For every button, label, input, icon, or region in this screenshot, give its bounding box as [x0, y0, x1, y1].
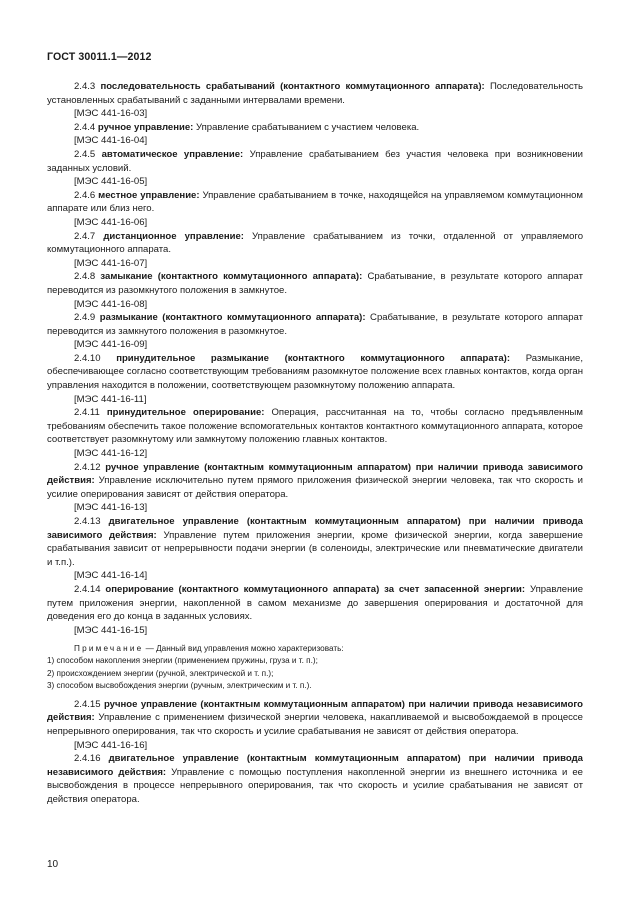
entry-2-4-4 [47, 121, 583, 148]
entry-term: двигательное управление (контактным коммутационным аппаратом) при наличии привода независимого действия: [47, 753, 583, 778]
note-item: 1) способом накопления энергии (применением пружины, груза и т. п.); [47, 656, 318, 666]
entry-number: 2.4.13 [74, 516, 101, 527]
entry-number: 2.4.5 [74, 148, 96, 160]
entry-definition: Управление срабатыванием в точке, находящейся на управляемом коммутационном аппарате или близ него. [47, 189, 583, 215]
entry-reference: [МЭС 441-16-14] [74, 570, 148, 582]
entry-number: 2.4.7 [74, 230, 96, 242]
page-number: 10 [47, 859, 59, 870]
entry-term: ручное управление (контактным коммутационным аппаратом) при наличии привода независимого действия: [47, 698, 584, 724]
entry-reference: [МЭС 441-16-16] [74, 739, 148, 751]
entry-number: 2.4.14 [74, 583, 101, 595]
entry-term: размыкание (контактного коммутационного аппарата): [99, 312, 366, 324]
entry-number: 2.4.15 [74, 698, 101, 710]
entry-2-4-13 [47, 515, 583, 583]
entry-definition: Управление путем приложения энергии, кроме физической энергии, когда завершение срабатывания зависит от непрерывности подачи энергии (в соленоиды, электрические или пневматические двигатели и т.п.). [47, 529, 583, 568]
note-intro: — Данный вид управления можно характеризовать: [145, 644, 344, 654]
entry-number: 2.4.11 [74, 407, 100, 419]
entry-reference: [МЭС 441-16-05] [74, 176, 148, 188]
entry-definition: Управление исключительно путем прямого приложения физической энергии человека, так что скорость и усилие оперирования зависят от действия оператора. [47, 475, 584, 500]
entry-2-4-12 [47, 461, 583, 515]
entry-term: принудительное размыкание (контактного коммутационного аппарата): [116, 352, 511, 364]
entry-term: оперирование (контактного коммутационного аппарата) за счет запасенной энергии: [105, 583, 526, 595]
entry-term: принудительное оперирование: [106, 407, 265, 419]
entry-2-4-8 [47, 270, 583, 311]
entry-2-4-10 [47, 352, 583, 406]
entry-definition: Последовательность установленных срабатываний с заданными интервалами времени. [47, 81, 584, 106]
entry-definition: Управление срабатыванием без участия человека при возникновении заданных условий. [47, 148, 583, 174]
entry-definition: Управление с применением физической энергии человека, накапливаемой и высвобождаемой в процессе непрерывного оперирования, так что скорость и усилие срабатывания не зависят от действия оператора. [47, 712, 583, 737]
entry-2-4-11 [47, 406, 583, 460]
entry-reference: [МЭС 441-16-07] [74, 257, 148, 269]
note-block [47, 643, 583, 691]
entry-reference: [МЭС 441-16-15] [74, 624, 148, 636]
entry-number: 2.4.10 [74, 352, 101, 364]
entry-definition: Срабатывание, в результате которого аппарат переводится из разомкнутого положения в замкнутое. [47, 271, 583, 296]
entry-definition: Срабатывание, в результате которого аппарат переводится из замкнутого положения в разомкнутое. [47, 312, 584, 337]
note-item: 3) способом высвобождения энергии (ручным, электрическим и т. п.). [47, 680, 312, 690]
entry-2-4-7 [47, 230, 583, 271]
entry-number: 2.4.16 [74, 753, 101, 765]
entry-definition: Управление срабатыванием из точки, отдаленной от управляемого коммутационного аппарата. [47, 230, 584, 256]
entry-reference: [МЭС 441-16-09] [74, 339, 148, 351]
document-body [47, 80, 583, 806]
note-title: Примечание [74, 644, 144, 654]
entry-number: 2.4.9 [74, 312, 96, 324]
entry-definition: Операция, рассчитанная на то, чтобы согласно предъявленным требованиям обеспечить такое положение вспомогательных контактов контактного коммутационного аппарата, которое соответствует разомкнутому или замкнутому положению главных контактов. [47, 407, 583, 446]
entry-term: ручное управление: [97, 121, 194, 133]
entry-2-4-3 [47, 80, 583, 121]
entry-number: 2.4.6 [74, 189, 96, 201]
entry-2-4-14 [47, 583, 583, 637]
entry-definition: Размыкание, обеспечивающее согласно соответствующим требованиям разомкнутое положение всех главных контактов, когда орган управления находится в положении, соответствующем разомкнутому положению аппарата. [47, 352, 584, 392]
entry-definition: Управление срабатыванием с участием человека. [196, 121, 420, 133]
entry-term: двигательное управление (контактным коммутационным аппаратом) при наличии привода зависимого действия: [47, 516, 583, 541]
entry-reference: [МЭС 441-16-03] [74, 108, 148, 120]
entry-number: 2.4.4 [74, 121, 96, 133]
entry-reference: [МЭС 441-16-08] [74, 298, 148, 310]
entry-definition: Управление с помощью поступления накопленной энергии из внешнего источника и ее высвобождения в процессе непрерывного оперирования, так что скорость и усилие срабатывания не зависят от действия оператора. [47, 766, 583, 805]
entry-term: ручное управление (контактным коммутационным аппаратом) при наличии привода зависимого действия: [47, 461, 583, 487]
entry-number: 2.4.8 [74, 271, 96, 283]
entry-2-4-16 [47, 752, 583, 806]
entry-2-4-5 [47, 148, 583, 189]
entry-reference: [МЭС 441-16-06] [74, 216, 148, 228]
entry-term: автоматическое управление: [101, 148, 244, 160]
entry-2-4-6 [47, 189, 583, 230]
entry-2-4-9 [47, 311, 583, 352]
entry-number: 2.4.12 [74, 461, 101, 473]
note-item: 2) происхождением энергии (ручной, электрической и т. п.); [47, 668, 274, 678]
entry-reference: [МЭС 441-16-12] [74, 448, 148, 460]
entry-number: 2.4.3 [74, 81, 96, 92]
document-header: ГОСТ 30011.1—2012 [47, 51, 152, 63]
entry-reference: [МЭС 441-16-04] [74, 135, 148, 147]
entry-term: последовательность срабатываний (контактного коммутационного аппарата): [100, 81, 485, 92]
entry-term: дистанционное управление: [103, 230, 244, 242]
entry-term: замыкание (контактного коммутационного аппарата): [100, 271, 363, 283]
entry-definition: Управление путем приложения энергии, накопленной в самом механизме до завершения оперирования и достаточной для доведения его до конца в заданных условиях. [47, 583, 584, 623]
entry-2-4-15 [47, 698, 583, 752]
entry-reference: [МЭС 441-16-13] [74, 502, 148, 514]
entry-reference: [МЭС 441-16-11] [74, 393, 147, 405]
entry-term: местное управление: [98, 189, 200, 201]
